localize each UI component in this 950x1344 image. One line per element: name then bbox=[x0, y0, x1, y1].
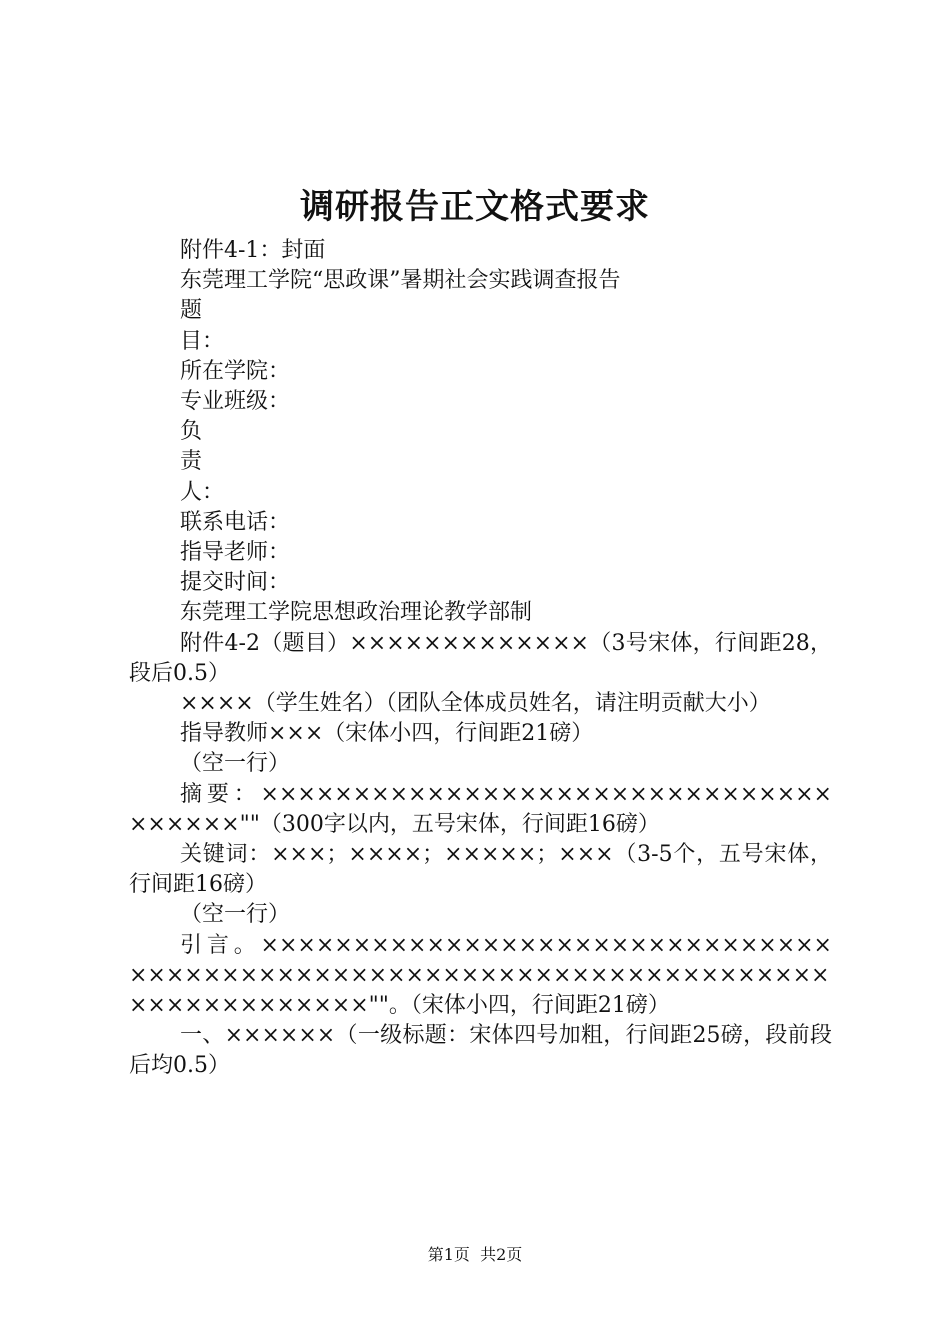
paragraph-phone-label: 联系电话： bbox=[180, 509, 291, 535]
paragraph-leader-label-1: 负 bbox=[180, 419, 203, 445]
paragraph-blank-line-1: （空一行） bbox=[180, 751, 291, 777]
page-footer bbox=[0, 1245, 950, 1265]
paragraph-college-label: 所在学院： bbox=[180, 358, 291, 384]
paragraph-submit-time-label: 提交时间： bbox=[180, 570, 291, 596]
paragraph-first-level-heading: 一、××××××（一级标题：宋体四号加粗，行间距25磅，段前段后均0.5） bbox=[129, 1023, 832, 1079]
paragraph-class-label: 专业班级： bbox=[180, 389, 291, 415]
paragraph-abstract: 摘要：×××××××××××××××××××××××××××××××××××××""（300字以内，五号宋体，行间距16磅） bbox=[129, 781, 832, 837]
paragraph-title-label-2: 目： bbox=[180, 328, 225, 354]
document-body bbox=[129, 236, 832, 1082]
paragraph-blank-line-2: （空一行） bbox=[180, 902, 291, 928]
paragraph-keywords: 关键词：×××；××××；×××××；×××（3-5个，五号宋体，行间距16磅） bbox=[129, 842, 832, 898]
paragraph-report-heading: 东莞理工学院“思政课”暑期社会实践调查报告 bbox=[180, 268, 621, 294]
page-number: 第1页 bbox=[427, 1245, 470, 1264]
paragraph-issuer: 东莞理工学院思想政治理论教学部制 bbox=[180, 600, 533, 626]
paragraph-introduction: 引言。××××××××××××××××××××××××××××××××××××××××××××××××××××××××××××××××××××××××××××××××××""。（宋体小四，行间距21磅） bbox=[129, 932, 832, 1019]
paragraph-advisor-format: 指导教师×××（宋体小四，行间距21磅） bbox=[180, 721, 594, 747]
paragraph-attachment-title-format: 附件4-2（题目）×××××××××××××（3号宋体，行间距28，段后0.5） bbox=[129, 630, 832, 686]
paragraph-student-names: ××××（学生姓名）（团队全体成员姓名，请注明贡献大小） bbox=[180, 691, 771, 717]
paragraph-attachment-cover: 附件4-1：封面 bbox=[180, 238, 326, 263]
paragraph-leader-label-2: 责 bbox=[180, 449, 203, 475]
paragraph-advisor-label: 指导老师： bbox=[180, 540, 291, 566]
page-total: 共2页 bbox=[480, 1245, 523, 1264]
paragraph-title-label-1: 题 bbox=[180, 298, 203, 324]
document-title: 调研报告正文格式要求 bbox=[300, 187, 650, 227]
paragraph-leader-label-3: 人： bbox=[180, 479, 225, 505]
